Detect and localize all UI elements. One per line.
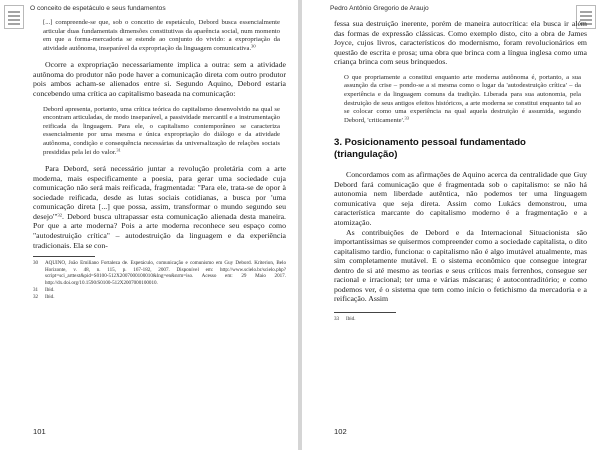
footnote [33, 287, 286, 294]
right-page-content [334, 19, 587, 323]
footnote-divider [334, 312, 396, 313]
footnote-ref: 30 [251, 43, 256, 49]
footnotes [33, 260, 286, 300]
section-heading: 3. Posicionamento pessoal fundamentado (triangulação) [334, 137, 526, 161]
block-quote-text: Debord apresenta, portanto, uma crítica teórica do capitalismo desenvolvido na qual se encontram articuladas, de modo inseparável, a passividade mercantil e a instrumentação reificada da linguagem. Para ele, o capitalismo contemporâneo se caracteriza essencialmente por uma mesma e única expropriação do diálogo e da atividade autônoma, condição e consequência necessárias da universalização de relações sociais presididas pela lei do valor. [43, 105, 280, 156]
body-paragraph [33, 164, 286, 250]
block-quote [33, 106, 286, 158]
footnote-text: Ibid. [45, 286, 55, 293]
footnote-text: Ibid. [45, 293, 55, 300]
footnote-ref: 32 [57, 212, 63, 218]
body-paragraph: Concordamos com as afirmações de Aquino acerca da centralidade que Guy Debord fará comunicação que é fragmentada sob o capitalismo: se não há autonomia nem liberdade autêntica, não podemos ter uma linguagem comunicativa que seja direta. Assim como Lukács demonstrou, uma característica marcante do capitalismo moderno é a fragmentação e a atomização. [334, 170, 587, 228]
footnote-ref: 33 [404, 115, 410, 121]
block-quote-text: O que propriamente a constitui enquanto arte moderna autônoma é, portanto, a sua assunção da crise – pondo-se a si mesma como o lugar da 'autodestruição crítica' – da experiência e da linguagem comuns da tradição. Liberada para sua autonomia, pela destruição de seus antigos efeitos históricos, a arte moderna se constitui enquanto tal ao se colocar como uma experiência na qual aquela destruição é assumida, segundo Debord, 'criticamente'. [344, 73, 581, 124]
body-text: Para Debord, será necessário juntar a revolução proletária com a arte moderna, mais especificamente a poesia, para gerar uma sociedade cuja comunicação não será mais reificada, fragmentada: "Para ele, trata-se de opor à sociedade reificada, desde as lutas sociais cotidianas, a busca por 'uma comunicação direta [...] que possa, assim, transformar o mundo segundo seu desejo'" [33, 164, 286, 221]
footnotes [334, 316, 587, 323]
right-page [302, 0, 600, 450]
footnote-ref: 31 [116, 147, 121, 153]
left-page-content [33, 19, 286, 300]
footnote-number: 32 [33, 293, 39, 300]
page-number: 102 [334, 427, 347, 436]
footnote-text: AQUINO, João Emiliano Fortaleza de. Espetáculo, comunicação e comunismo em Guy Debord. Kriterion, Belo Horizonte, v. 48, n. 115, p. 167-182, 2007. Disponível em: http://www.scielo.br/scielo.php?script=sci_arttext&pid=S0100-512X2007000100010&lng=en&nrm=iso. Acesso em: 29 Maio 2017. http://dx.doi.org/10.1590/S0100-512X2007000100010. [45, 260, 286, 287]
running-header: O conceito de espetáculo e seus fundamentos [30, 5, 166, 12]
footnote-divider [33, 256, 95, 257]
footnote [334, 316, 587, 323]
block-quote-text: [...] compreende-se que, sob o conceito de espetáculo, Debord busca essencialmente articular duas fundamentais dimensões constitutivas da aparência social, num momento em que a forma-mercadoria se estende ao conjunto do vivido: a expropriação da atividade autônoma, inseparável da expropriação da linguagem comunicativa. [43, 19, 280, 52]
body-paragraph: As contribuições de Debord e da Internacional Situacionista são importantíssimas se quisermos compreender como a sociedade capitalista, o dito capitalismo tardio, funciona: o capitalismo não é algo imutável atualmente, mas sim completamente mutável. E o sistema econômico que consegue integrar dentro de si até mesmo as teorias e seus críticos mais ferrenhos, consegue ser racional e irracional; ter uma e várias máscaras; é autocontraditório; e como podemos ver, é o sistema que tem como início o fetichismo da mercadoria e a reificação. Assim [334, 227, 587, 304]
body-paragraph: Ocorre a expropriação necessariamente implica a outra: sem a atividade autônoma do produtor não pode haver a comunicação direta com outro produtor pois ambos acham-se alienados entre si. Segundo Aquino, Debord estaria concebendo uma crítica ao capitalismo baseada na comunicação: [33, 60, 286, 99]
document-icon[interactable] [4, 5, 24, 29]
running-header: Pedro Antônio Gregorio de Araujo [330, 5, 429, 12]
page-number: 101 [33, 427, 46, 436]
footnote-text: Ibid. [346, 315, 356, 322]
block-quote [33, 19, 286, 53]
footnote-number: 33 [334, 315, 340, 322]
left-page [0, 0, 298, 450]
footnote [33, 294, 286, 301]
footnote-number: 31 [33, 286, 39, 293]
body-text: . Debord busca ultrapassar esta comunicação alienada desta maneira. Por que a arte moderna? Pois a arte moderna reconhece seu espaço como "autodestruição crítica" – autodestruição da linguagem e da experiência tradicionais. Ela se con- [33, 211, 286, 250]
footnote [33, 260, 286, 287]
body-paragraph: fessa sua destruição inerente, porém de maneira autocrítica: ela busca ir além das formas de expressão clássicas. Como exemplo disto, cito a obra de James Joyce, cujos livros, característicos do modernismo, foram revolucionários em questão de escrita e prosa; uma obra que brinca com a língua inglesa como uma criança brinca com seus brinquedos. [334, 19, 587, 67]
footnote-number: 30 [33, 260, 39, 267]
block-quote [334, 74, 587, 126]
